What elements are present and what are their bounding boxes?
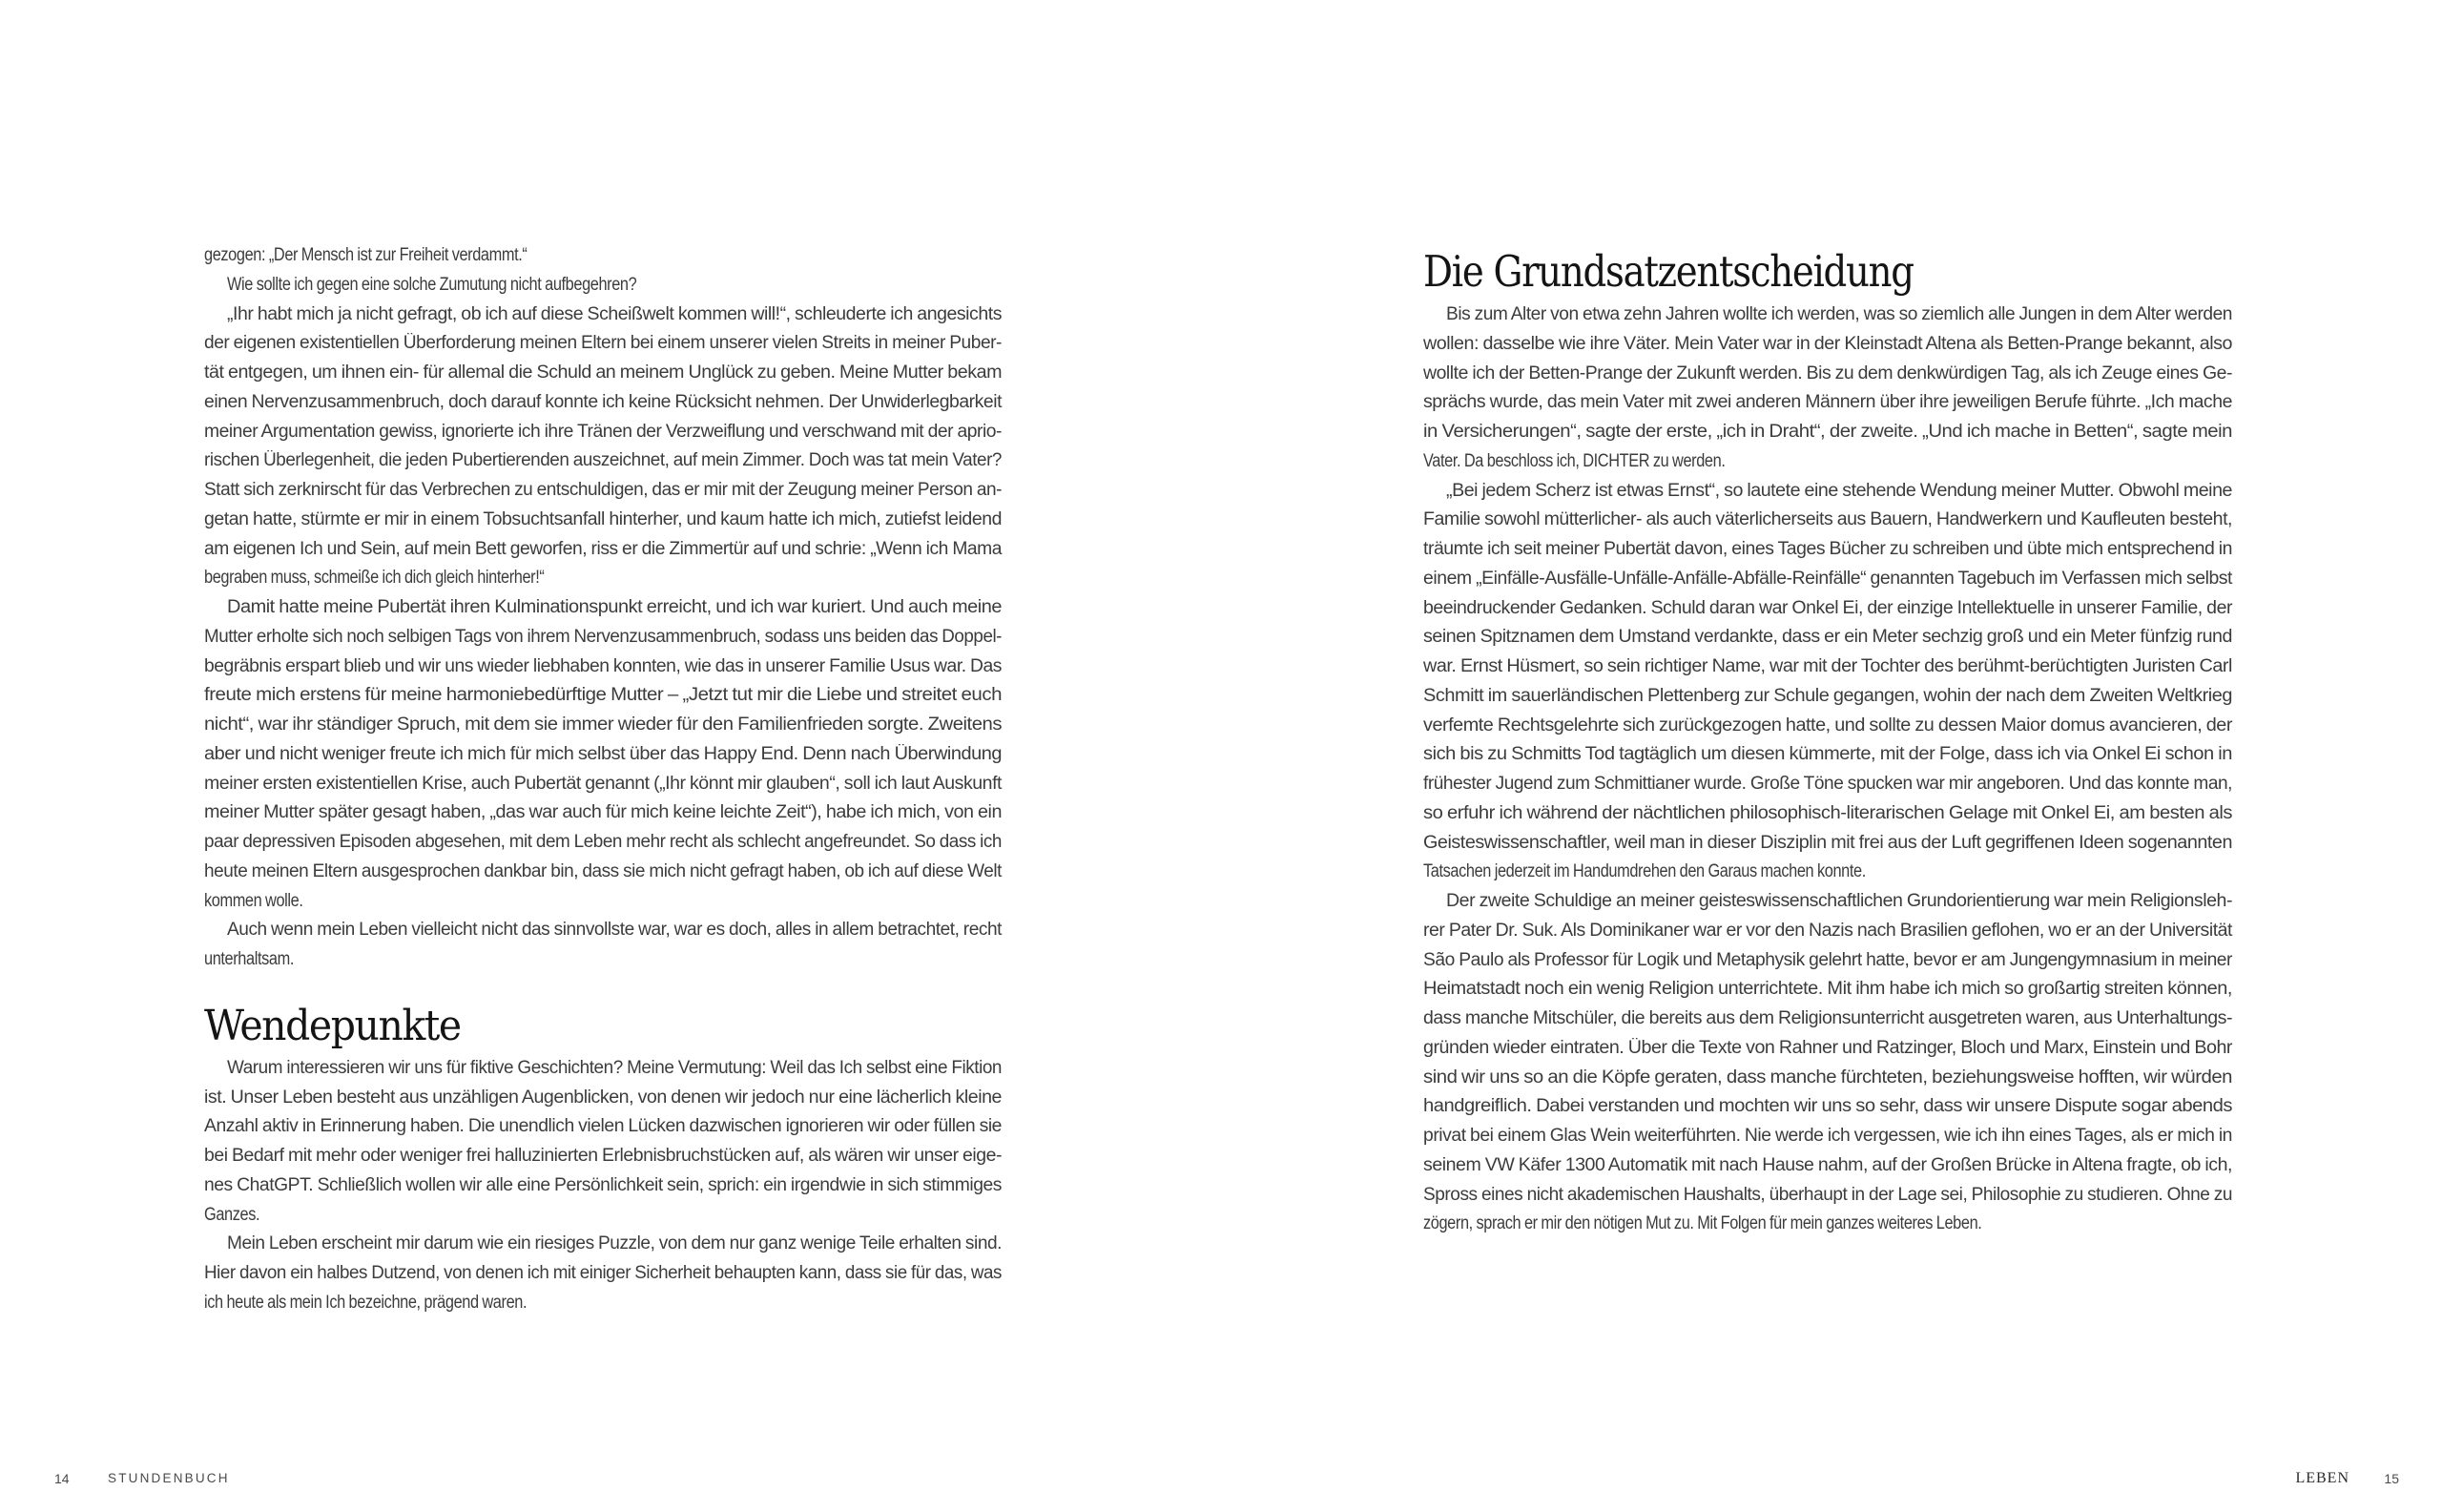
- text-line: Mutter erholte sich noch selbigen Tags von ihrem Nervenzusammenbruch, sodass uns beiden das Doppel-: [204, 626, 1002, 647]
- text-line: sprächs wurde, das mein Vater mit zwei anderen Männern über ihre jeweiligen Berufe führte. „Ich mache: [1423, 392, 2232, 413]
- page-number-right: 15: [2384, 1471, 2399, 1486]
- paragraph: [1423, 300, 2232, 477]
- text-line: privat bei einem Glas Wein weiterführten. Nie werde ich vergessen, wie ich ihn eines Tages, als er mich in: [1423, 1126, 2232, 1146]
- paragraph: [204, 271, 1002, 300]
- text-line: ich heute als mein Ich bezeichne, prägend waren.: [204, 1292, 528, 1313]
- text-line: Damit hatte meine Pubertät ihren Kulminationspunkt erreicht, und ich war kuriert. Und auch meine: [227, 597, 1002, 617]
- text-line: tät entgegen, um ihnen ein- für allemal die Schuld an meinem Unglück zu geben. Meine Mutter bekam: [204, 362, 1002, 383]
- text-line: meiner Mutter später gesagt haben, „das war auch für mich keine leichte Zeit“), habe ich mich, von ein: [204, 802, 1002, 823]
- text-line: kommen wolle.: [204, 890, 303, 911]
- text-line: einen Nervenzusammenbruch, doch darauf konnte ich keine Rücksicht nehmen. Der Unwiderlegbarkeit: [204, 391, 1002, 412]
- text-line: Warum interessieren wir uns für fiktive Geschichten? Meine Vermutung: Weil das Ich selbst eine Fiktion: [227, 1057, 1002, 1078]
- text-line: Bis zum Alter von etwa zehn Jahren wollte ich werden, was so ziemlich alle Jungen in dem Alter werden: [1446, 304, 2232, 324]
- text-line: „Bei jedem Scherz ist etwas Ernst“, so lautete eine stehende Wendung meiner Mutter. Obwohl meine: [1446, 480, 2232, 501]
- text-line: Anzahl aktiv in Erinnerung haben. Die unendlich vielen Lücken dazwischen ignorieren wir oder füllen sie: [204, 1116, 1002, 1137]
- text-line: Mein Leben erscheint mir darum wie ein riesiges Puzzle, von dem nur ganz wenige Teile erhalten sind.: [227, 1233, 1002, 1254]
- text-line: „Ihr habt mich ja nicht gefragt, ob ich auf diese Scheißwelt kommen will!“, schleuderte ich angesichts: [227, 303, 1002, 324]
- text-line: verfemte Rechtsgelehrte sich zurückgezogen hatte, und sollte zu dessen Maior domus avancieren, der: [1423, 715, 2232, 735]
- section-heading: Wendepunkte: [204, 1001, 461, 1050]
- text-line: in Versicherungen“, sagte der erste, „ich in Draht“, der zweite. „Und ich mache in Betten“, sagte mein: [1423, 422, 2232, 442]
- text-line: heute meinen Eltern ausgesprochen dankbar bin, dass sie mich nicht gefragt haben, ob ich auf diese Welt: [204, 860, 1002, 881]
- text-line: rischen Überlegenheit, die jeden Pubertierenden auszeichnet, auf mein Zimmer. Doch was tat mein Vater?: [204, 450, 1002, 471]
- text-line: seinem VW Käfer 1300 Automatik mit nach Hause nahm, auf der Großen Brücke in Altena fragte, ob ich,: [1423, 1154, 2232, 1175]
- text-line: gründen wieder eintraten. Über die Texte von Rahner und Ratzinger, Bloch und Marx, Einstein und Bohr: [1423, 1037, 2232, 1058]
- text-line: Heimatstadt noch ein wenig Religion unterrichtete. Mit ihm habe ich mich so großartig streiten können,: [1423, 979, 2232, 1000]
- text-line: sind wir uns so an die Köpfe geraten, dass manche fürchteten, beziehungsweise hofften, wir würden: [1423, 1067, 2232, 1087]
- paragraph: [204, 300, 1002, 594]
- paragraph: [204, 1054, 1002, 1231]
- text-line: nicht“, war ihr ständiger Spruch, mit dem sie immer wieder für den Familienfrieden sorgte. Zweitens: [204, 715, 1002, 735]
- running-head-left: STUNDENBUCH: [108, 1471, 230, 1485]
- text-line: frühester Jugend zum Schmittianer wurde. Große Töne spucken war mir angeboren. Und das konnte man,: [1423, 774, 2232, 794]
- text-line: so erfuhr ich während der nächtlichen philosophisch-literarischen Gelage mit Onkel Ei, am besten als: [1423, 802, 2232, 823]
- page-number-left: 14: [54, 1471, 70, 1486]
- text-line: Geisteswissenschaftler, weil man in dieser Disziplin mit frei aus der Luft gegriffenen Ideen sogenannten: [1423, 832, 2232, 853]
- text-line: einem „Einfälle-Ausfälle-Unfälle-Anfälle-Abfälle-Reinfälle“ genannten Tagebuch im Verfassen mich selbst: [1423, 568, 2232, 589]
- text-line: bei Bedarf mit mehr oder weniger frei halluzinierten Erlebnisbruchstücken auf, als wären wir unser eige-: [204, 1146, 1002, 1166]
- text-line: seinen Spitznamen dem Umstand verdankte, dass er ein Meter sechzig groß und ein Meter fünfzig rund: [1423, 627, 2232, 648]
- running-head-right: LEBEN: [2295, 1470, 2349, 1486]
- right-text-column: [1423, 247, 2232, 1239]
- left-text-column: [204, 241, 1002, 1318]
- text-line: rer Pater Dr. Suk. Als Dominikaner war er vor den Nazis nach Brasilien geflohen, wo er an der Universität: [1423, 920, 2232, 941]
- text-line: zögern, sprach er mir den nötigen Mut zu. Mit Folgen für mein ganzes weiteres Leben.: [1423, 1213, 1982, 1234]
- text-line: Schmitt im sauerländischen Plettenberg zur Schule gegangen, wohin der nach dem Zweiten Weltkrieg: [1423, 685, 2232, 706]
- text-line: aber und nicht weniger freute ich mich für mich selbst über das Happy End. Denn nach Überwindung: [204, 743, 1002, 764]
- text-line: handgreiflich. Dabei verstanden und mochten wir uns so sehr, dass wir unsere Dispute sogar abends: [1423, 1096, 2232, 1117]
- text-line: nes ChatGPT. Schließlich wollen wir alle eine Persönlichkeit sein, sprich: ein irgendwie in sich stimmiges: [204, 1174, 1002, 1195]
- paragraph: [204, 916, 1002, 975]
- text-line: beeindruckender Gedanken. Schuld daran war Onkel Ei, der einzige Intellektuelle in unserer Familie, der: [1423, 597, 2232, 618]
- text-line: Tatsachen jederzeit im Handumdrehen den Garaus machen konnte.: [1423, 861, 1866, 882]
- text-line: getan hatte, stürmte er mir in einem Tobsuchtsanfall hinterher, und kaum hatte ich mich, zutiefst leidend: [204, 508, 1002, 529]
- text-line: ist. Unser Leben besteht aus unzähligen Augenblicken, von denen wir jedoch nur eine lächerlich kleine: [204, 1087, 1002, 1108]
- paragraph: [204, 1230, 1002, 1317]
- text-line: Ganzes.: [204, 1204, 260, 1225]
- text-line: gezogen: „Der Mensch ist zur Freiheit verdammt.“: [204, 245, 528, 265]
- paragraph: [1423, 887, 2232, 1239]
- text-line: war. Ernst Hüsmert, so sein richtiger Name, war mit der Tochter des berühmt-berüchtigten Juristen Carl: [1423, 656, 2232, 676]
- text-line: Statt sich zerknirscht für das Verbrechen zu entschuldigen, das er mir mit der Zeugung meiner Person an-: [204, 480, 1002, 500]
- text-line: der eigenen existentiellen Überforderung meinen Eltern bei einem unserer vielen Streits in meiner Puber-: [204, 333, 1002, 354]
- right-page: [1221, 0, 2442, 1512]
- text-line: Spross eines nicht akademischen Haushalts, überhaupt in der Lage sei, Philosophie zu studieren. Ohne zu: [1423, 1184, 2232, 1205]
- text-line: paar depressiven Episoden abgesehen, mit dem Leben mehr recht als schlecht angefreundet. So dass ich: [204, 832, 1002, 852]
- text-line: begraben muss, schmeiße ich dich gleich hinterher!“: [204, 568, 545, 589]
- text-line: am eigenen Ich und Sein, auf mein Bett geworfen, riss er die Zimmertür auf und schrie: „Wenn ich Mama: [204, 538, 1002, 559]
- text-line: träumte ich seit meiner Pubertät davon, eines Tages Bücher zu schreiben und übte mich entsprechend in: [1423, 539, 2232, 559]
- paragraph: [1423, 477, 2232, 888]
- text-line: sich bis zu Schmitts Tod tagtäglich um diesen kümmerte, mit der Folge, dass ich via Onkel Ei schon in: [1423, 744, 2232, 765]
- text-line: Vater. Da beschloss ich, DICHTER zu werden.: [1423, 450, 1726, 471]
- text-line: Familie sowohl mütterlicher- als auch väterlicherseits aus Bauern, Handwerkern und Kaufleuten besteht,: [1423, 509, 2232, 530]
- text-line: São Paulo als Professor für Logik und Metaphysik gelehrt hatte, bevor er am Jungengymnasium in meiner: [1423, 949, 2232, 970]
- text-line: Der zweite Schuldige an meiner geisteswissenschaftlichen Grundorientierung war mein Religionsleh-: [1446, 891, 2232, 911]
- text-line: dass manche Mitschüler, die bereits aus dem Religionsunterricht ausgetreten waren, aus Unterhaltungs-: [1423, 1008, 2232, 1028]
- section-heading: Die Grundsatzentscheidung: [1423, 246, 1914, 297]
- text-line: freute mich erstens für meine harmoniebedürftige Mutter – „Jetzt tut mir die Liebe und streitet euch: [204, 685, 1002, 706]
- text-line: wollen: dasselbe wie ihre Väter. Mein Vater war in der Kleinstadt Altena als Betten-Prange bekannt, also: [1423, 333, 2232, 354]
- text-line: meiner ersten existentiellen Krise, auch Pubertät genannt („Ihr könnt mir glauben“, soll ich laut Auskunft: [204, 773, 1002, 794]
- text-line: meiner Argumentation gewiss, ignorierte ich ihre Tränen der Verzweiflung und verschwand mit der aprio-: [204, 421, 1002, 442]
- text-line: Auch wenn mein Leben vielleicht nicht das sinnvollste war, war es doch, alles in allem betrachtet, recht: [227, 920, 1002, 941]
- text-line: wollte ich der Betten-Prange der Zukunft werden. Bis zu dem denkwürdigen Tag, als ich Zeuge eines Ge-: [1423, 362, 2232, 383]
- text-line: unterhaltsam.: [204, 949, 294, 969]
- text-line: begräbnis erspart blieb und wir uns wieder liebhaben konnten, wie das in unserer Familie Usus war. Das: [204, 655, 1002, 676]
- text-line: Hier davon ein halbes Dutzend, von denen ich mit einiger Sicherheit behaupten kann, dass sie für das, was: [204, 1263, 1002, 1283]
- paragraph: [204, 241, 1002, 271]
- text-line: Wie sollte ich gegen eine solche Zumutung nicht aufbegehren?: [227, 274, 637, 295]
- paragraph: [204, 593, 1002, 916]
